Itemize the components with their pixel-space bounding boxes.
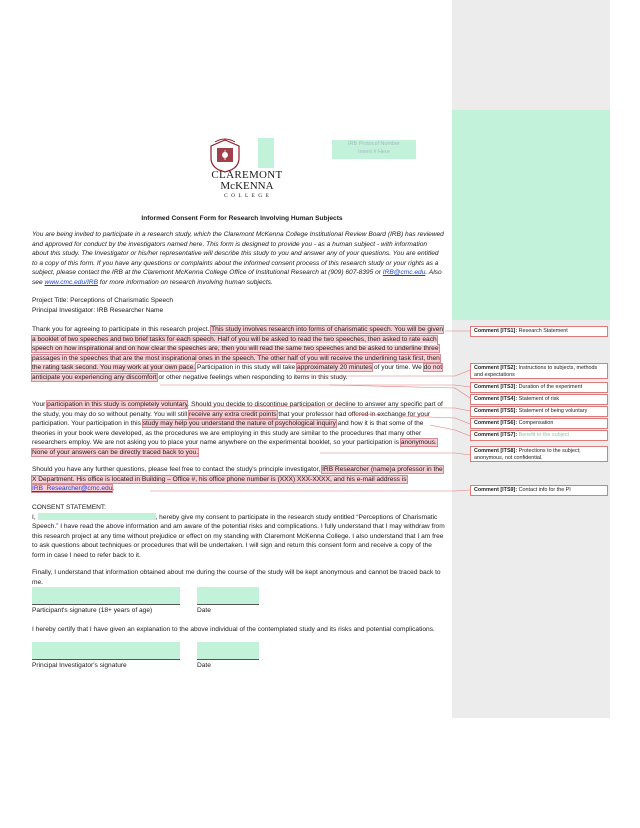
comment-text: Statement of being voluntary bbox=[518, 408, 588, 414]
highlight-research-statement[interactable]: This study involves research into forms of charismatic speech. You will be given a booklet of two speeches and two brief tasks for each speech. Half of you will be asked to read the two speeches, then asked to rate each speech on how inspirational and on how clear the speeches are, then you will read the same two speeches and be asked to underline three passages in the speeches that are the most inspirational ones in the speech. The other half of you will receive the underlining task first, then the rating task second. You may work at your own pace. bbox=[32, 326, 444, 372]
irb-protocol-placeholder: Insert # Here bbox=[358, 149, 390, 155]
irb-web-link[interactable]: www.cmc.edu/IRB bbox=[44, 278, 98, 286]
irb-protocol-label: IRB Protocol Number bbox=[348, 141, 400, 147]
comment-id: Comment [ITS4]: bbox=[474, 396, 518, 402]
comment-its9[interactable] bbox=[470, 485, 608, 496]
comment-its2[interactable] bbox=[470, 363, 608, 379]
anonymity-statement: Finally, I understand that information obtained about me during the course of the study will be kept anonymous and cannot be traced back to me. bbox=[32, 569, 441, 586]
comment-text: Duration of the experiment bbox=[518, 384, 583, 390]
comment-its6[interactable] bbox=[470, 418, 608, 429]
text-span: Should you have any further questions, please feel free to contact the study's principle investigator, bbox=[32, 466, 323, 473]
comment-id: Comment [ITS3]: bbox=[474, 384, 518, 390]
intro-text-3: for more information on research involving human subjects. bbox=[97, 278, 273, 286]
text-span: . Should you decide to discontinue participation or decline to answer any specific part of the study, you may do so without penalty. You will still bbox=[32, 401, 443, 418]
comment-id: Comment [ITS9]: bbox=[474, 487, 518, 493]
text-span: or other negative feelings when responding to items in this study. bbox=[156, 373, 348, 381]
text-span: I, bbox=[32, 513, 38, 521]
comment-its1[interactable] bbox=[470, 326, 608, 337]
highlight-duration[interactable]: approximately 20 minutes bbox=[297, 364, 373, 372]
certification-statement: I hereby certify that I have given an explanation to the above individual of the contemplated study and its risks and potential complications. bbox=[32, 626, 435, 633]
project-title: Project Title: Perceptions of Charismatic Speech bbox=[32, 297, 174, 304]
irb-email-link[interactable]: IRB@cmc.edu bbox=[382, 269, 426, 277]
participant-signature-label: Participant's signature (18+ years of age) bbox=[32, 607, 153, 614]
comment-its7[interactable] bbox=[470, 430, 608, 441]
text-span: Thank you for agreeing to participate in this research project. bbox=[32, 326, 212, 333]
comment-text: Instructions to subjects, methods and expectations bbox=[474, 365, 598, 378]
comment-text: Statement of risk bbox=[518, 396, 560, 402]
comment-its4[interactable] bbox=[470, 394, 608, 405]
consent-text: , hereby give my consent to participate in the research study entitled “Perceptions of Charismatic Speech.” I have read the above information and am aware of the potential risks and complications. I fully understand that I may withdraw from this research project at any time without prejudice or effect on my standing with Claremont McKenna College. I also understand that I am free to ask questions about techniques or procedures that will be undertaken. I will sign and return this consent form and receive a copy of the form in case I need to refer back to it. bbox=[32, 513, 445, 559]
text-span: . bbox=[112, 485, 115, 493]
comment-its5[interactable] bbox=[470, 406, 608, 417]
intro-text-2: . Also see bbox=[32, 269, 442, 286]
logo-line-1: CLAREMONT bbox=[211, 169, 283, 181]
text-span: of your time. We bbox=[372, 364, 424, 372]
consent-heading: CONSENT STATEMENT: bbox=[32, 504, 107, 511]
pi-date-label: Date bbox=[197, 662, 211, 669]
comment-id: Comment [ITS6]: bbox=[474, 420, 518, 426]
text-span: Your bbox=[32, 401, 48, 408]
comment-id: Comment [ITS2]: bbox=[474, 365, 518, 371]
highlight-benefit[interactable]: study may help you understand the nature of psychological inquiry bbox=[142, 420, 336, 428]
logo-line-2: McKENNA bbox=[220, 180, 274, 192]
highlight-risk[interactable]: do not anticipate you experiencing any discomfort bbox=[32, 364, 443, 381]
highlight-compensation[interactable]: receive any extra credit points bbox=[189, 410, 277, 418]
comment-text: Benefit to the subject bbox=[518, 432, 569, 438]
comment-text: Compensation bbox=[518, 420, 554, 426]
logo-line-3: C O L L E G E bbox=[224, 193, 270, 199]
text-span: and how it is that some of the theories in your book were developed, as the procedures we are employing in this study are similar to the procedures that many other researchers employ. We are not asking you to place your name anywhere on the experimental booklet, so your participation is bbox=[32, 420, 424, 447]
comment-its3[interactable] bbox=[470, 382, 608, 393]
text-span: Participation in this study will take bbox=[195, 364, 297, 372]
comment-its8[interactable] bbox=[470, 446, 608, 462]
highlight-protections[interactable]: anonymous. None of your answers can be directly traced back to you. bbox=[32, 439, 437, 456]
highlight-contact[interactable]: IRB Researcher (name)a professor in the X Department. His office is located in Building – Office #, his office phone number is (XXX) XXX-XXXX, and his e-mail address is bbox=[32, 466, 443, 483]
text-span: that your professor had offered in exchange for your participation. Your participation in this bbox=[32, 410, 431, 428]
researcher-email-link[interactable]: IRB_Researcher@cmc.edu bbox=[32, 485, 113, 493]
participant-date-label: Date bbox=[197, 607, 211, 614]
comment-text: Protections to the subject; anonymous, not confidential. bbox=[474, 448, 581, 461]
highlight-voluntary[interactable]: participation in this study is completely voluntary bbox=[47, 401, 188, 408]
pi-signature-label: Principal Investigator's signature bbox=[32, 662, 127, 669]
comment-id: Comment [ITS1]: bbox=[474, 328, 518, 334]
comment-id: Comment [ITS5]: bbox=[474, 408, 518, 414]
comment-text: Research Statement bbox=[518, 328, 568, 334]
comment-id: Comment [ITS7]: bbox=[474, 432, 518, 438]
principal-investigator: Principal Investigator: IRB Researcher Name bbox=[32, 306, 164, 314]
form-title: Informed Consent Form for Research Involving Human Subjects bbox=[141, 215, 343, 222]
comment-text: Contact info for the PI bbox=[518, 487, 571, 493]
intro-text: You are being invited to participate in a research study, which the Claremont McKenna College Institutional Review Board (IRB) has reviewed and approved for conduct by the investigators named here. This form is designed to provide you - as a human subject - with information about this study. The Investigator or his/her representative will describe this study to you and answer any of your questions. You are entitled to a copy of this form. If you have any questions or complaints about the informed consent process of this research study or your rights as a subject, please contact the IRB at the Claremont McKenna College Office of Institutional Research at (909) 607-8395 or bbox=[32, 231, 444, 277]
comment-id: Comment [ITS8]: bbox=[474, 448, 518, 454]
